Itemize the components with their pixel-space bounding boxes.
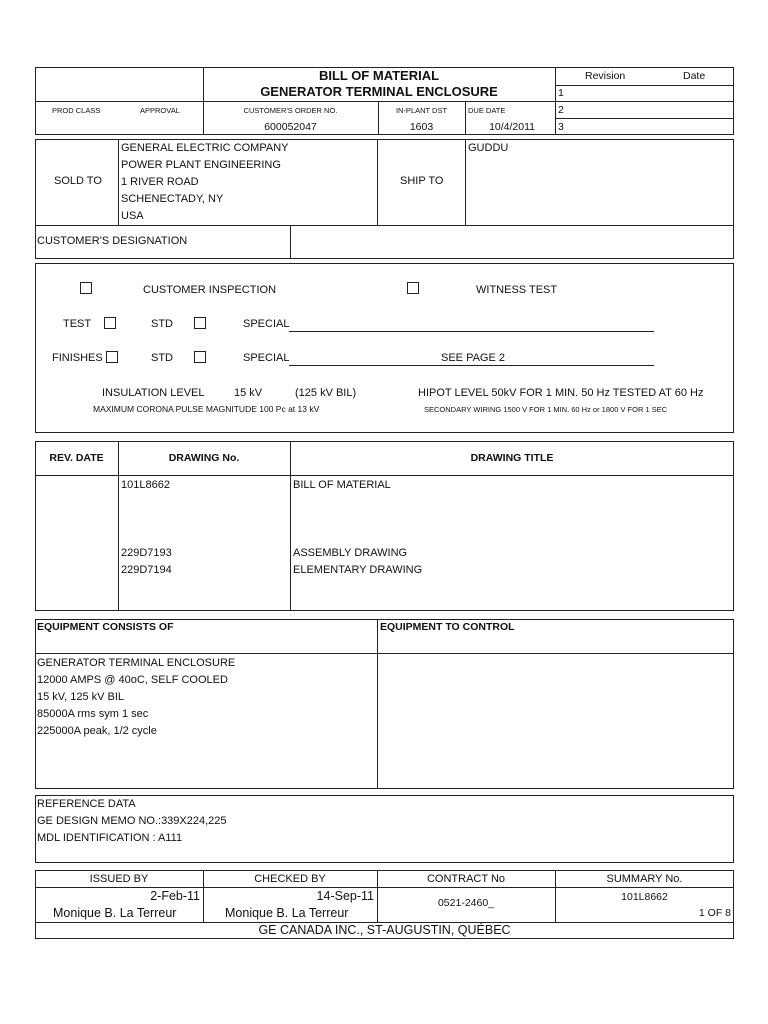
finishes-checkbox[interactable]	[106, 351, 118, 363]
document-subtitle: GENERATOR TERMINAL ENCLOSURE	[260, 84, 498, 99]
reference-block	[35, 795, 734, 863]
equipment-line-2: 12000 AMPS @ 40oC, SELF COOLED	[37, 674, 228, 686]
prod-class-label: PROD CLASS	[52, 106, 101, 115]
issued-name: Monique B. La Terreur	[53, 906, 177, 920]
page-number: 1 OF 8	[698, 907, 731, 919]
finishes-std-label: STD	[151, 352, 173, 364]
contract-value: 0521-2460_	[437, 897, 495, 909]
revision-label: Revision	[585, 70, 626, 82]
customer-order-label: CUSTOMER'S ORDER NO.	[243, 106, 338, 115]
equipment-line-3: 15 kV, 125 kV BIL	[37, 691, 125, 703]
sold-to-line-1: GENERAL ELECTRIC COMPANY	[121, 142, 289, 154]
checked-by-label: CHECKED BY	[254, 873, 326, 885]
contract-label: CONTRACT No	[426, 873, 506, 885]
reference-line-2: MDL IDENTIFICATION : A111	[37, 832, 183, 844]
witness-test-label: WITNESS TEST	[476, 284, 558, 296]
drawing-title-3: ELEMENTARY DRAWING	[293, 564, 423, 576]
equipment-control-label: EQUIPMENT TO CONTROL	[380, 621, 515, 633]
equipment-line-1: GENERATOR TERMINAL ENCLOSURE	[37, 657, 236, 669]
due-date-value: 10/4/2011	[489, 121, 535, 133]
checked-date: 14-Sep-11	[316, 889, 374, 903]
drawing-no-2: 229D7193	[121, 547, 172, 559]
approval-label: APPROVAL	[140, 106, 180, 115]
issued-date: 2-Feb-11	[150, 889, 200, 903]
secondary-wiring: SECONDARY WIRING 1500 V FOR 1 MIN. 60 Hz or 1800 V FOR 1 SEC	[424, 405, 668, 414]
company-name: GE CANADA INC., ST-AUGUSTIN, QUÉBEC	[258, 923, 511, 937]
sold-to-line-5: USA	[121, 210, 144, 222]
due-date-label: DUE DATE	[468, 106, 506, 115]
test-checkbox[interactable]	[104, 317, 116, 329]
sold-to-line-2: POWER PLANT ENGINEERING	[121, 159, 281, 171]
equipment-line-5: 225000A peak, 1/2 cycle	[37, 725, 157, 737]
sold-to-line-3: 1 RIVER ROAD	[121, 176, 199, 188]
issued-by-label: ISSUED BY	[89, 873, 149, 885]
witness-test-checkbox[interactable]	[407, 282, 419, 294]
customer-order-value: 600052047	[264, 121, 317, 133]
col-rev-date: REV. DATE	[49, 452, 104, 464]
finishes-std-checkbox[interactable]	[194, 351, 206, 363]
finishes-label: FINISHES	[52, 352, 103, 364]
date-label: Date	[683, 70, 706, 82]
test-special-label: SPECIAL	[243, 318, 290, 330]
hipot-level: HIPOT LEVEL 50kV FOR 1 MIN. 50 Hz TESTED AT 60 Hz	[418, 387, 704, 399]
drawing-no-1: 101L8662	[121, 479, 170, 491]
revision-3: 3	[558, 121, 564, 133]
corona-magnitude: MAXIMUM CORONA PULSE MAGNITUDE 100 Pc at 13 kV	[93, 404, 320, 414]
ship-to-label: SHIP TO	[400, 175, 444, 187]
drawing-title-1: BILL OF MATERIAL	[293, 479, 391, 491]
drawing-no-3: 229D7194	[121, 564, 172, 576]
customer-inspection-checkbox[interactable]	[80, 282, 92, 294]
finishes-special-value: SEE PAGE 2	[441, 352, 505, 364]
test-std-label: STD	[151, 318, 173, 330]
sold-to-label: SOLD TO	[54, 175, 102, 187]
col-drawing-no: DRAWING No.	[168, 452, 240, 464]
revision-2: 2	[558, 104, 564, 116]
customer-inspection-label: CUSTOMER INSPECTION	[143, 284, 277, 296]
equipment-line-4: 85000A rms sym 1 sec	[37, 708, 149, 720]
checked-name: Monique B. La Terreur	[225, 906, 349, 920]
document-title: BILL OF MATERIAL	[318, 68, 440, 83]
inplant-dst-label: IN-PLANT DST	[395, 106, 448, 115]
summary-value: 101L8662	[621, 891, 668, 903]
insulation-kv: 15 kV	[234, 387, 263, 399]
insulation-bil: (125 kV BIL)	[295, 387, 357, 399]
insulation-level-label: INSULATION LEVEL	[102, 387, 205, 399]
test-std-checkbox[interactable]	[194, 317, 206, 329]
sold-to-line-4: SCHENECTADY, NY	[121, 193, 224, 205]
test-label: TEST	[63, 318, 92, 330]
test-special-line	[289, 331, 654, 332]
reference-label: REFERENCE DATA	[37, 798, 136, 810]
ship-to-value: GUDDU	[468, 142, 509, 154]
reference-line-1: GE DESIGN MEMO NO.:339X224,225	[37, 815, 227, 827]
drawing-title-2: ASSEMBLY DRAWING	[293, 547, 408, 559]
finishes-special-label: SPECIAL	[243, 352, 290, 364]
inplant-dst-value: 1603	[409, 121, 434, 133]
col-drawing-title: DRAWING TITLE	[470, 452, 554, 464]
customer-designation-label: CUSTOMER'S DESIGNATION	[37, 235, 188, 247]
summary-label: SUMMARY No.	[606, 873, 683, 885]
equipment-consists-label: EQUIPMENT CONSISTS OF	[37, 621, 174, 633]
finishes-special-line	[289, 365, 654, 366]
revision-1: 1	[558, 87, 564, 99]
